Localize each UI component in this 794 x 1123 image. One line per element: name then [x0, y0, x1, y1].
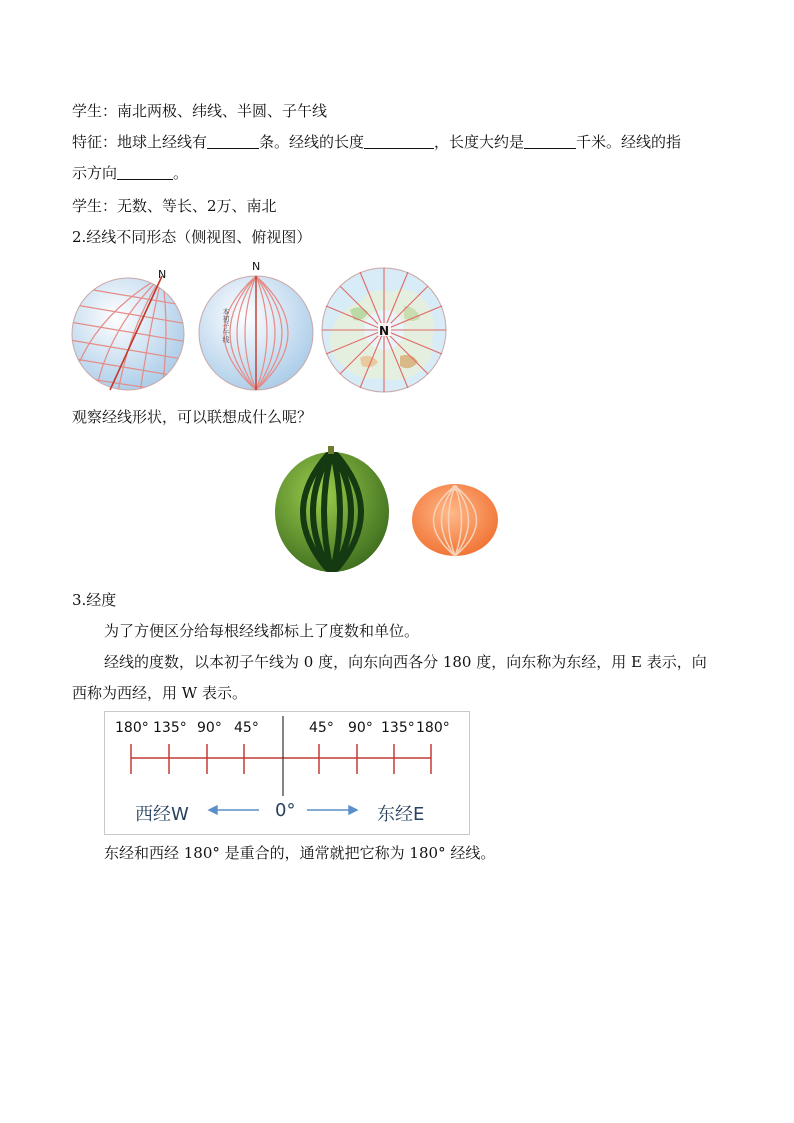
west-longitude-label: 西经W: [135, 804, 189, 825]
feature-question-line-2: [72, 162, 188, 184]
antimeridian-note: 东经和西经 180° 是重合的，通常就把它称为 180° 经线。: [104, 844, 496, 862]
blank-length[interactable]: [364, 133, 434, 149]
longitude-intro: 为了方便区分给每根经线都标上了度数和单位。: [104, 622, 420, 640]
tick-label-e135: 135°: [381, 720, 415, 736]
watermelon-image: [272, 444, 392, 574]
observe-question: 观察经线形状，可以联想成什么呢？: [72, 408, 313, 426]
section-heading-2: 2.经线不同形态（侧视图、俯视图）: [72, 228, 312, 246]
north-label-3: N: [379, 324, 390, 338]
feature-text-d: 千米。经线的指: [576, 133, 682, 151]
feature-text-c: ，长度大约是: [434, 133, 525, 151]
north-label-1: N: [158, 268, 167, 281]
longitude-rule-line-2: 西称为西经，用 W 表示。: [72, 684, 247, 702]
feature-text-b: 条。经线的长度: [259, 133, 365, 151]
feature-text-e: 示方向: [72, 164, 118, 182]
blank-direction[interactable]: [117, 164, 173, 180]
tick-label-w90: 90°: [197, 720, 222, 736]
tick-label-e45: 45°: [309, 720, 334, 736]
student-answer-1: 学生：南北两极、纬线、半圆、子午线: [72, 102, 328, 120]
blank-count[interactable]: [207, 133, 259, 149]
east-longitude-label: 东经E: [377, 804, 425, 825]
student-answer-2: 学生：无数、等长、2万、南北: [72, 197, 277, 215]
longitude-rule-line-1: 经线的度数，以本初子午线为 0 度，向东向西各分 180 度，向东称为东经，用 E 表示，向: [104, 653, 707, 671]
feature-text-f: 。: [173, 164, 189, 182]
blank-distance[interactable]: [524, 133, 576, 149]
tick-label-w135: 135°: [153, 720, 187, 736]
tick-label-w180: 180°: [115, 720, 149, 736]
tick-label-e90: 90°: [348, 720, 373, 736]
zero-degree-label: 0°: [275, 800, 296, 821]
north-label-2: N: [252, 260, 261, 273]
tangerine-image: [410, 478, 500, 558]
tick-label-e180: 180°: [416, 720, 450, 736]
longitude-scale-diagram: [104, 711, 470, 835]
globe-polar-view-image: [320, 266, 448, 394]
globe-side-tilted-image: [70, 266, 188, 392]
tick-label-w45: 45°: [234, 720, 259, 736]
section-heading-3: 3.经度: [72, 591, 117, 609]
globe-side-meridians-image: [196, 258, 316, 392]
feature-text-a: 特征：地球上经线有: [72, 133, 208, 151]
feature-question-line-1: [72, 131, 681, 153]
prime-meridian-label: 本初子午线: [222, 308, 230, 343]
